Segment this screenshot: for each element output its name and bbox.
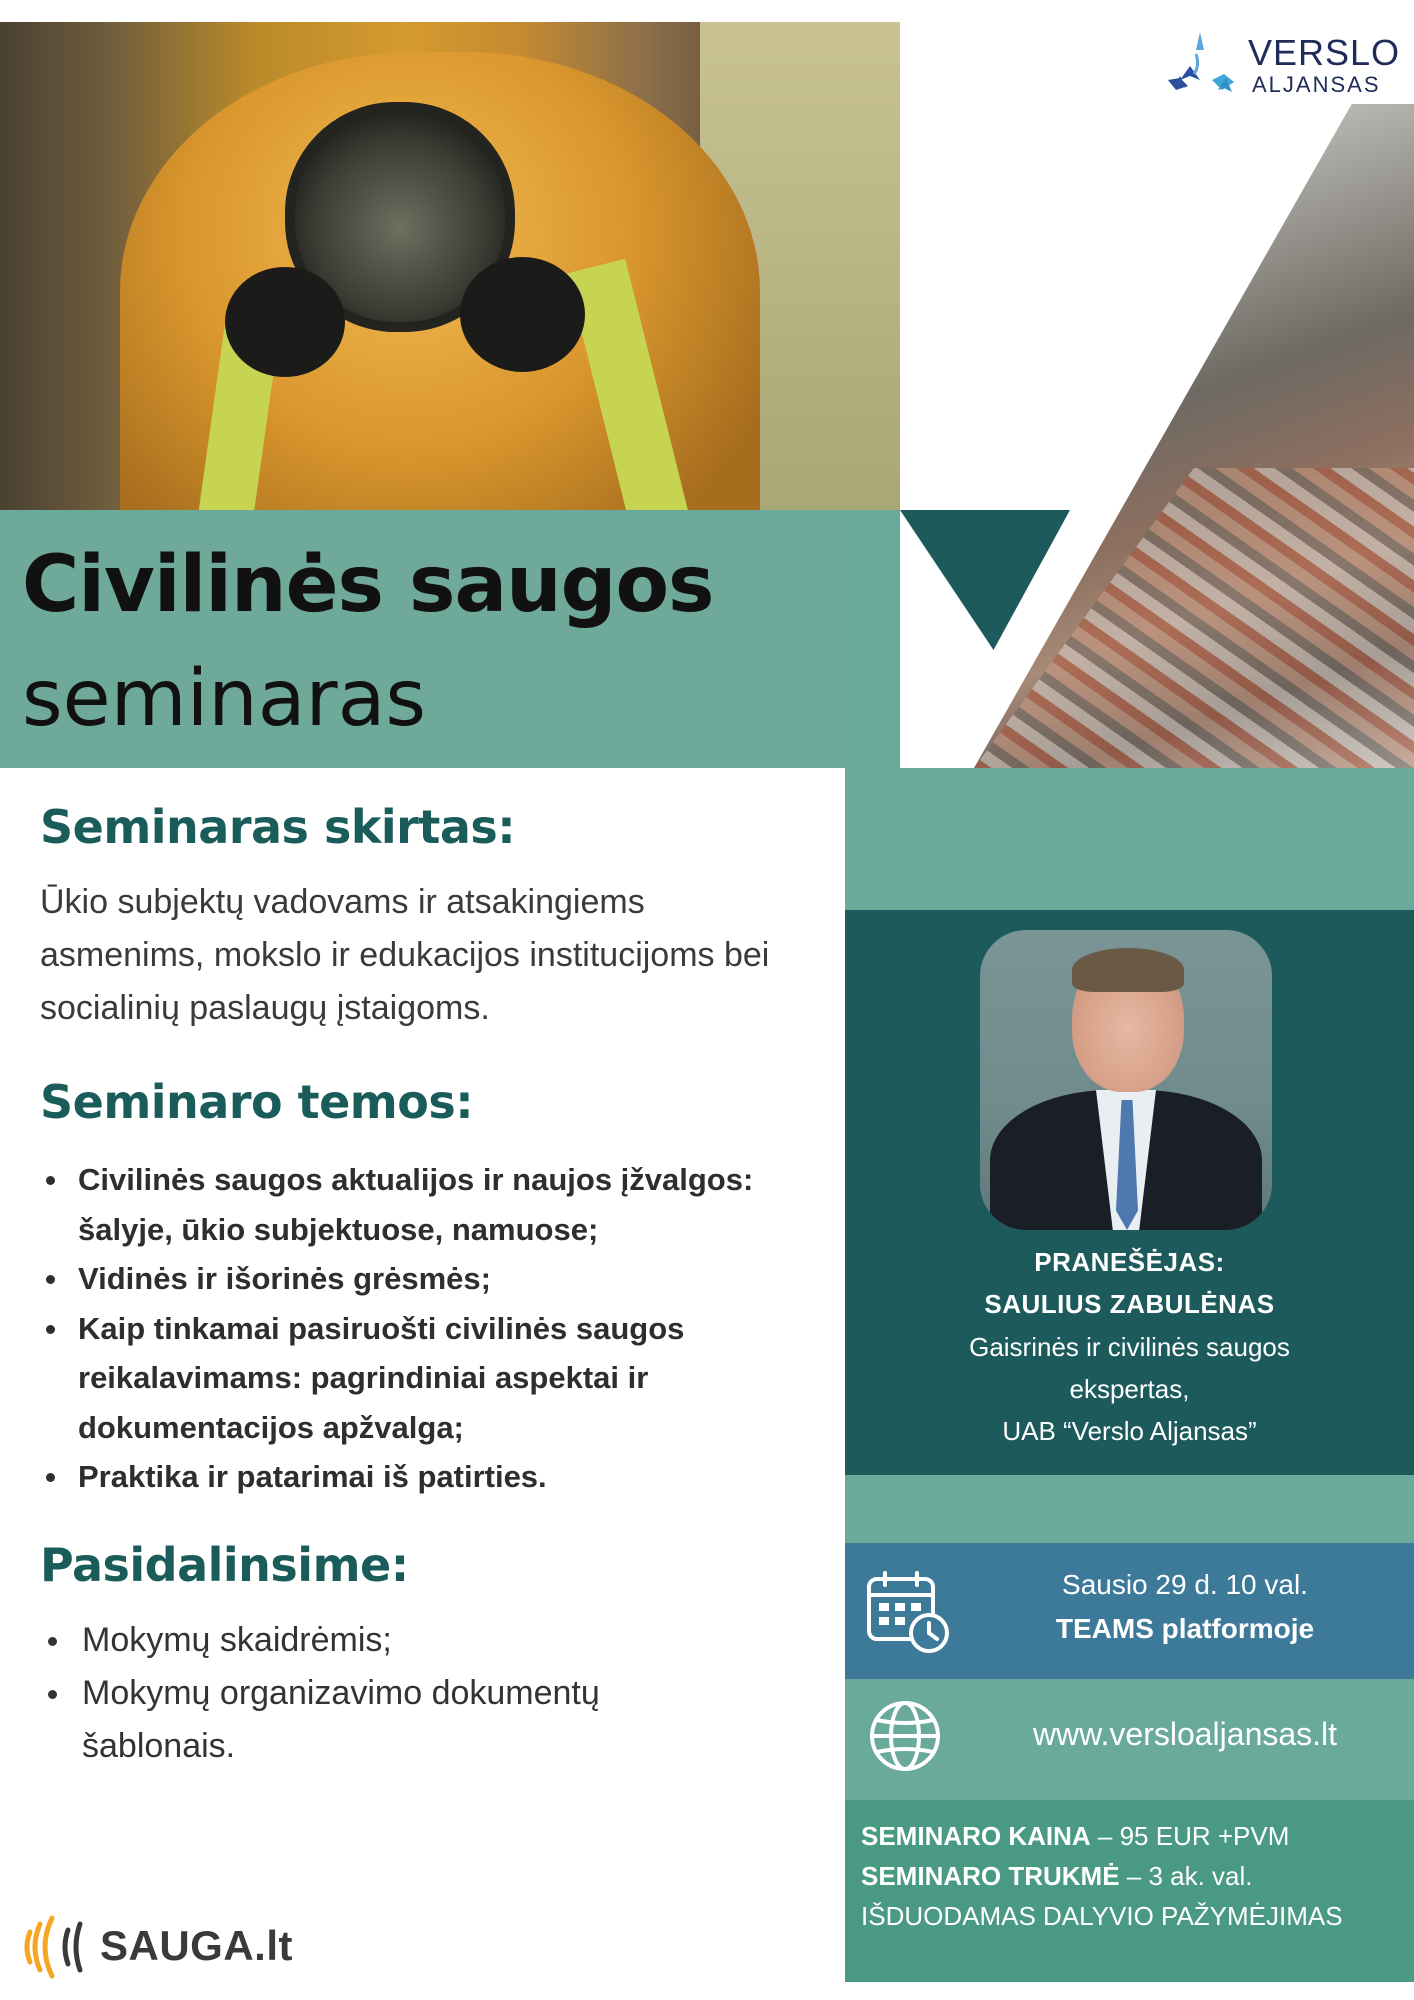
list-item: Praktika ir patarimai iš patirties. bbox=[40, 1452, 820, 1502]
list-item: Mokymų organizavimo dokumentų šablonais. bbox=[40, 1667, 660, 1773]
event-date: Sausio 29 d. 10 val. bbox=[1062, 1569, 1308, 1600]
stars-logo-icon bbox=[1160, 30, 1240, 100]
hero-photo-hazmat bbox=[0, 22, 900, 510]
sound-wave-logo-icon bbox=[20, 1912, 94, 1982]
duration-label: SEMINARO TRUKMĖ bbox=[861, 1861, 1120, 1891]
audience-heading: Seminaras skirtas: bbox=[40, 800, 516, 854]
verslo-aljansas-logo bbox=[1148, 22, 1414, 104]
speaker-role: PRANEŠĖJAS: bbox=[1034, 1247, 1225, 1277]
price-value: – 95 EUR +PVM bbox=[1090, 1821, 1290, 1851]
page-subtitle: seminaras bbox=[22, 654, 427, 744]
event-platform: TEAMS platformoje bbox=[1055, 1613, 1315, 1644]
website-link[interactable]: www.versloaljansas.lt bbox=[1032, 1716, 1338, 1752]
website-panel bbox=[845, 1682, 1414, 1797]
duration-value: – 3 ak. val. bbox=[1119, 1861, 1253, 1891]
pricing-text bbox=[861, 1816, 1343, 1936]
speaker-desc-3: UAB “Verslo Aljansas” bbox=[1002, 1416, 1257, 1446]
list-item: Mokymų skaidrėmis; bbox=[40, 1614, 820, 1667]
sauga-logo-text: SAUGA.lt bbox=[100, 1922, 293, 1969]
sauga-logo bbox=[20, 1912, 320, 1982]
certificate-note: IŠDUODAMAS DALYVIO PAŽYMĖJIMAS bbox=[861, 1901, 1343, 1931]
rubble-photo bbox=[974, 100, 1414, 768]
share-list bbox=[40, 1614, 820, 1773]
logo-line-2: ALJANSAS bbox=[1252, 72, 1381, 97]
share-heading: Pasidalinsime: bbox=[40, 1537, 409, 1592]
speaker-photo bbox=[980, 930, 1272, 1230]
logo-line-1: VERSLO bbox=[1248, 32, 1401, 73]
topics-list bbox=[40, 1155, 820, 1502]
speaker-info bbox=[845, 1240, 1414, 1452]
globe-icon bbox=[867, 1698, 943, 1774]
speaker-desc-2: ekspertas, bbox=[1069, 1374, 1190, 1404]
calendar-clock-icon bbox=[865, 1569, 951, 1655]
page-title: Civilinės saugos bbox=[22, 540, 714, 630]
list-item: Vidinės ir išorinės grėsmės; bbox=[40, 1254, 820, 1304]
speaker-desc-1: Gaisrinės ir civilinės saugos bbox=[969, 1332, 1290, 1362]
left-column bbox=[40, 800, 820, 1773]
dark-triangle-decoration bbox=[900, 510, 1070, 650]
price-label: SEMINARO KAINA bbox=[861, 1821, 1091, 1851]
list-item: Civilinės saugos aktualijos ir naujos įžvalgos: šalyje, ūkio subjektuose, namuose; bbox=[40, 1155, 820, 1254]
speaker-name: SAULIUS ZABULĖNAS bbox=[984, 1289, 1275, 1319]
event-date-panel bbox=[845, 1543, 1414, 1679]
pricing-panel bbox=[845, 1800, 1414, 1982]
audience-text: Ūkio subjektų vadovams ir atsakingiems asmenims, mokslo ir edukacijos institucijoms bei socialinių paslaugų įstaigoms. bbox=[40, 883, 770, 1027]
list-item: Kaip tinkamai pasiruošti civilinės saugos reikalavimams: pagrindiniai aspektai ir dokumentacijos apžvalga; bbox=[40, 1304, 820, 1453]
topics-heading: Seminaro temos: bbox=[40, 1075, 474, 1129]
